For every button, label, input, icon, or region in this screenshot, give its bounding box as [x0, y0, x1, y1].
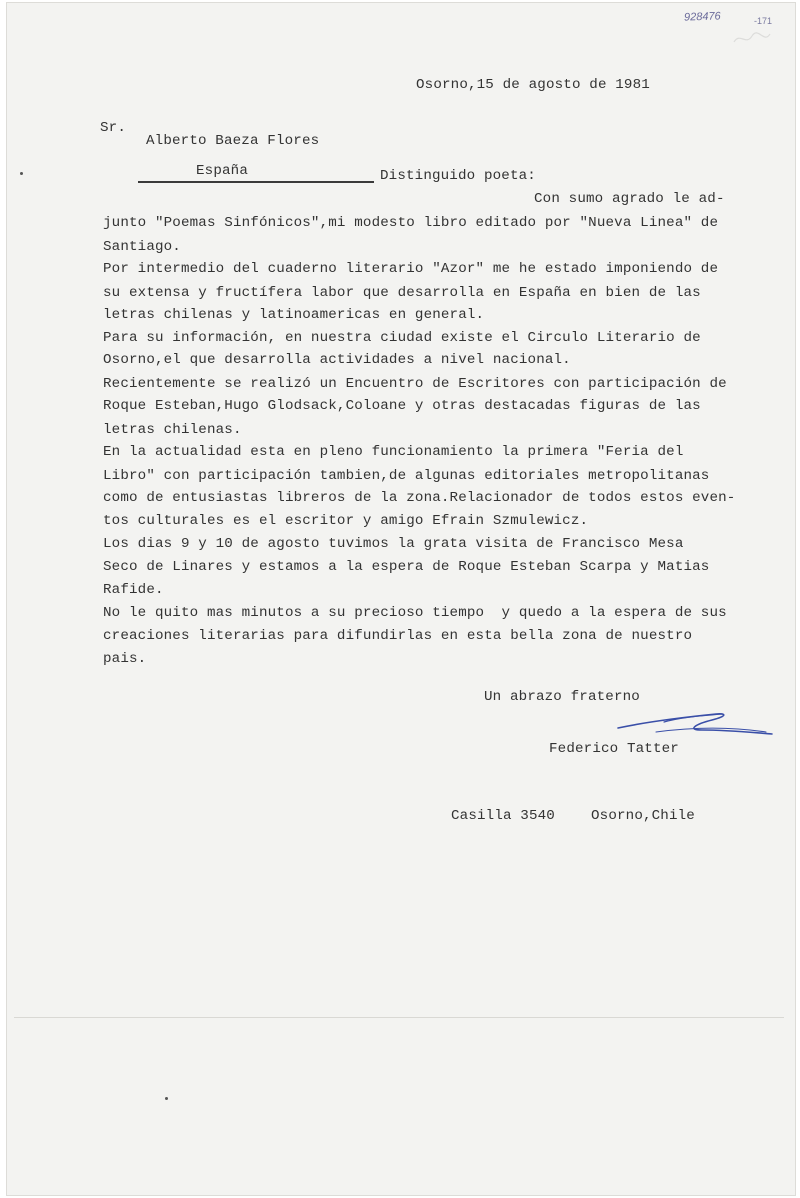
body-line: En la actualidad esta en pleno funcionamiento la primera "Feria del	[103, 444, 684, 460]
body-line: Seco de Linares y estamos a la espera de Roque Esteban Scarpa y Matias	[103, 559, 710, 575]
page-number: -171	[754, 16, 773, 26]
recipient-country: España	[196, 163, 248, 179]
margin-speck	[20, 172, 23, 175]
body-line: Por intermedio del cuaderno literario "Azor" me he estado imponiendo de	[103, 261, 719, 277]
faint-pencil-mark	[732, 30, 772, 48]
body-line: tos culturales es el escritor y amigo Efrain Szmulewicz.	[103, 513, 589, 529]
body-line: creaciones literarias para difundirlas en esta bella zona de nuestro	[103, 628, 693, 644]
body-line: su extensa y fructífera labor que desarrolla en España en bien de las	[103, 285, 701, 301]
paper-speck	[165, 1097, 168, 1100]
signer-name: Federico Tatter	[549, 741, 679, 757]
closing: Un abrazo fraterno	[484, 689, 640, 705]
body-line: Roque Esteban,Hugo Glodsack,Coloane y otras destacadas figuras de las	[103, 398, 701, 414]
body-line: Recientemente se realizó un Encuentro de Escritores con participación de	[103, 376, 727, 392]
recipient-name: Alberto Baeza Flores	[146, 133, 320, 149]
date-line: Osorno,15 de agosto de 1981	[416, 77, 650, 93]
body-line: letras chilenas.	[103, 422, 242, 438]
body-line: como de entusiastas libreros de la zona.Relacionador de todos estos even-	[103, 490, 736, 506]
body-line: pais.	[103, 651, 147, 667]
greeting: Distinguido poeta:	[380, 168, 536, 184]
body-line: Libro" con participación tambien,de algunas editoriales metropolitanas	[103, 468, 710, 484]
address-city: Osorno,Chile	[591, 808, 695, 824]
salutation-prefix: Sr.	[100, 120, 126, 136]
body-line: junto "Poemas Sinfónicos",mi modesto libro editado por "Nueva Linea" de	[103, 215, 719, 231]
body-line: Osorno,el que desarrolla actividades a nivel nacional.	[103, 352, 571, 368]
body-line: Los dias 9 y 10 de agosto tuvimos la grata visita de Francisco Mesa	[103, 536, 684, 552]
address-underline	[138, 181, 374, 183]
body-line: Rafide.	[103, 582, 164, 598]
body-line: No le quito mas minutos a su precioso tiempo y quedo a la espera de sus	[103, 605, 727, 621]
body-line: letras chilenas y latinoamericas en general.	[103, 307, 485, 323]
body-line: Para su información, en nuestra ciudad existe el Circulo Literario de	[103, 330, 701, 346]
body-line: Santiago.	[103, 239, 181, 255]
address-box: Casilla 3540	[451, 808, 555, 824]
paper-fold	[14, 1017, 784, 1018]
catalog-number: 928476	[683, 10, 721, 24]
body-line: Con sumo agrado le ad-	[534, 191, 725, 207]
